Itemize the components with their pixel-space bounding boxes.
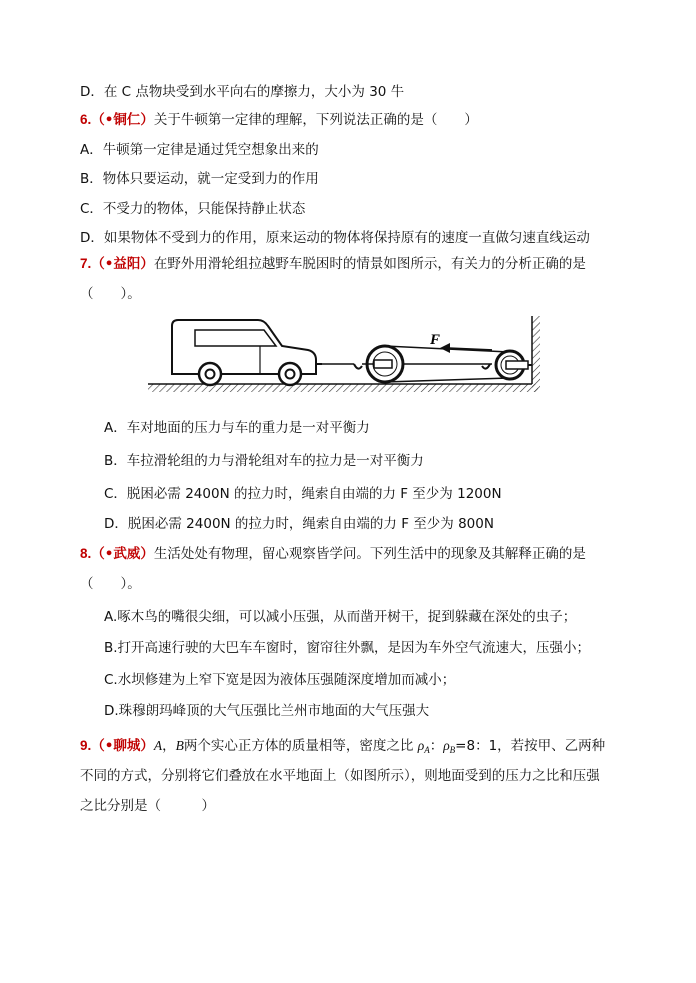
q7-option-a: A．车对地面的压力与车的重力是一对平衡力 [104, 420, 370, 436]
car-hook [354, 364, 362, 369]
rope-bottom [385, 378, 510, 382]
q7-option-d: D．脱困必需 2400N 的拉力时，绳索自由端的力 F 至少为 800N [104, 516, 494, 532]
wall-hatch [532, 316, 540, 392]
q9-stem-line1 [80, 736, 605, 760]
q7-stem-line1 [80, 254, 586, 274]
q8-option-d: D.珠穆朗玛峰顶的大气压强比兰州市地面的大气压强大 [104, 703, 430, 719]
q9-colon: ： [429, 738, 444, 754]
q6-option-b: B．物体只要运动，就一定受到力的作用 [80, 171, 319, 187]
force-arrow-head [440, 343, 450, 353]
q9-sub-a: A [424, 745, 430, 755]
q8-stem-line2: （ ）。 [80, 576, 141, 592]
q6-number: 6. [80, 112, 92, 127]
q9-rho-b: ρ [443, 738, 450, 753]
q8-number: 8. [80, 546, 92, 561]
q9-stem-line3: 之比分别是（ ） [80, 798, 215, 814]
q9-sep: ， [162, 738, 176, 754]
q7-option-c: C．脱困必需 2400N 的拉力时，绳索自由端的力 F 至少为 1200N [104, 486, 502, 502]
q9-var-b: B [175, 738, 184, 753]
car-hub-front [286, 370, 295, 379]
q9-source: （•聊城） [91, 738, 154, 754]
q8-option-b: B.打开高速行驶的大巴车车窗时，窗帘往外飘，是因为车外空气流速大，压强小； [104, 640, 591, 656]
q9-var-a: A [153, 738, 163, 753]
q6-stem: 关于牛顿第一定律的理解，下列说法正确的是（ ） [153, 112, 478, 128]
q5-option-d: D．在 C 点物块受到水平向右的摩擦力，大小为 30 牛 [80, 84, 405, 100]
q8-stem-line1 [80, 544, 586, 564]
q9-number: 9. [80, 738, 92, 753]
q9-stem-a: 两个实心正方体的质量相等，密度之比 [183, 738, 418, 754]
q9-stem-line2: 不同的方式，分别将它们叠放在水平地面上（如图所示），则地面受到的压力之比和压强 [80, 768, 600, 784]
q8-stem: 生活处处有物理，留心观察皆学问。下列生活中的现象及其解释正确的是 [153, 546, 586, 562]
q9-rho-a: ρ [417, 738, 425, 753]
force-label: F [430, 332, 441, 348]
movable-pulley-frame [374, 360, 392, 368]
q7-option-b: B．车拉滑轮组的力与滑轮组对车的拉力是一对平衡力 [104, 453, 424, 469]
q6-stem-line [80, 110, 478, 130]
q8-option-a: A.啄木鸟的嘴很尖细，可以减小压强，从而凿开树干，捉到躲藏在深处的虫子； [104, 609, 577, 625]
car-hub-rear [206, 370, 215, 379]
q7-number: 7. [80, 256, 92, 271]
car-pulley-figure [140, 312, 546, 398]
q9-stem-b: =8：1，若按甲、乙两种 [455, 738, 606, 754]
q8-option-c: C.水坝修建为上窄下宽是因为液体压强随深度增加而减小； [104, 672, 456, 688]
q9-sub-b: B [449, 745, 456, 755]
q7-stem-line2: （ ）。 [80, 286, 141, 302]
fixed-pulley-frame [506, 361, 528, 369]
q8-source: （•武威） [91, 546, 154, 562]
q6-option-c: C．不受力的物体，只能保持静止状态 [80, 201, 306, 217]
q6-option-a: A．牛顿第一定律是通过凭空想象出来的 [80, 142, 319, 158]
q6-option-d: D．如果物体不受到力的作用，原来运动的物体将保持原有的速度一直做匀速直线运动 [80, 230, 590, 246]
q7-stem: 在野外用滑轮组拉越野车脱困时的情景如图所示，有关力的分析正确的是 [153, 256, 586, 272]
q6-source: （•铜仁） [91, 112, 154, 128]
q7-source: （•益阳） [91, 256, 154, 272]
